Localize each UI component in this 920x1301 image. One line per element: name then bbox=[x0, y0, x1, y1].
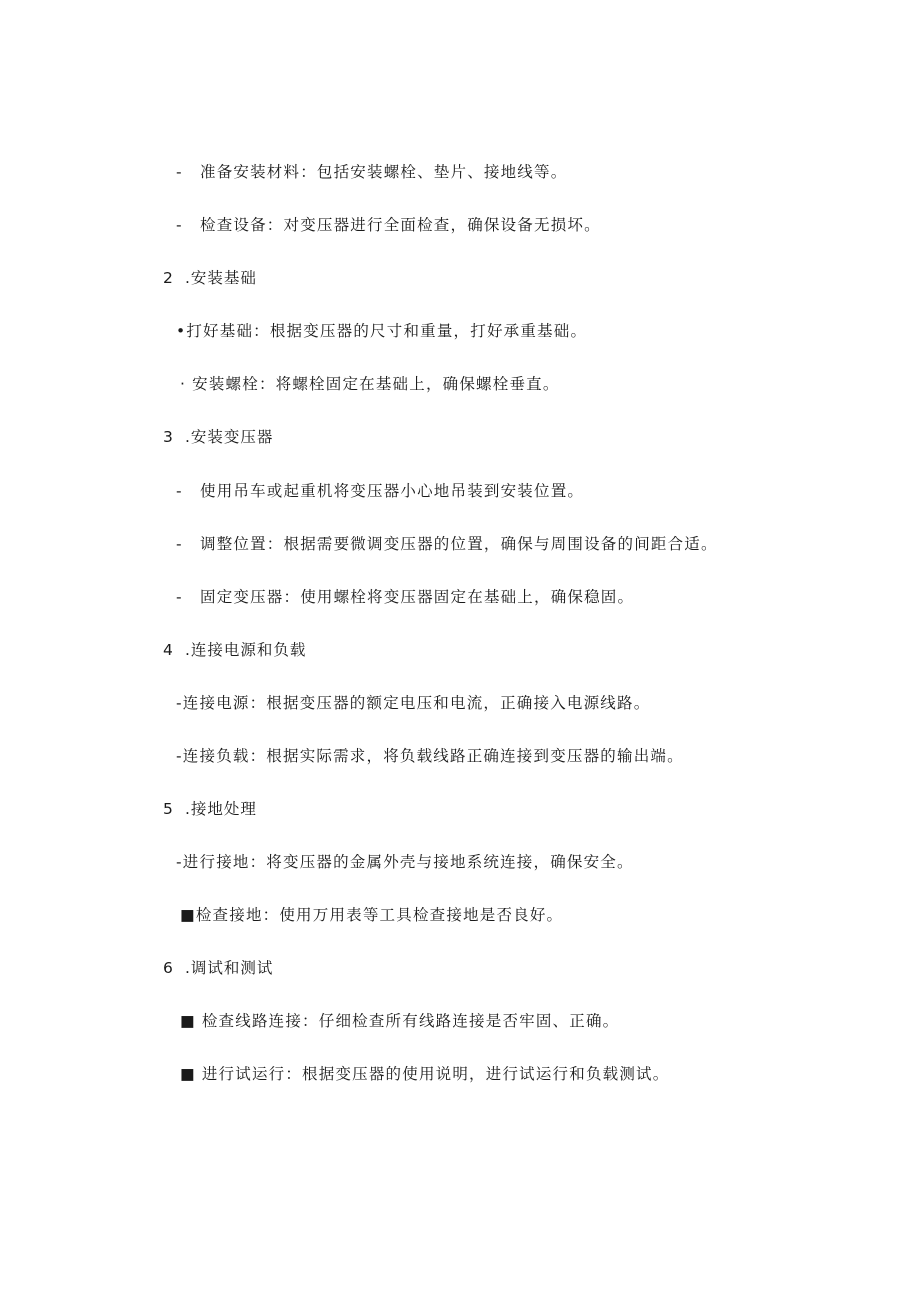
dash-bullet: - bbox=[176, 588, 183, 606]
dash-bullet: - bbox=[176, 853, 183, 871]
list-item-text: 检查设备：对变压器进行全面检查，确保设备无损坏。 bbox=[200, 216, 601, 234]
section-number: 5 bbox=[163, 800, 174, 818]
dash-bullet: - bbox=[176, 163, 183, 181]
list-item-text: 固定变压器：使用螺栓将变压器固定在基础上，确保稳固。 bbox=[200, 588, 635, 606]
list-item bbox=[176, 481, 584, 501]
list-item bbox=[176, 746, 684, 766]
section-title: .调试和测试 bbox=[185, 959, 274, 977]
list-item bbox=[180, 374, 560, 394]
list-item-text: 使用吊车或起重机将变压器小心地吊装到安装位置。 bbox=[200, 482, 585, 500]
section-number: 2 bbox=[163, 269, 174, 287]
dash-bullet: - bbox=[176, 482, 183, 500]
list-item bbox=[180, 1064, 669, 1084]
list-item bbox=[176, 162, 567, 182]
dash-bullet: - bbox=[176, 694, 183, 712]
list-item bbox=[180, 1011, 619, 1031]
list-item-text: 进行接地：将变压器的金属外壳与接地系统连接，确保安全。 bbox=[182, 853, 634, 871]
list-item bbox=[176, 534, 718, 554]
dash-bullet: - bbox=[176, 216, 183, 234]
section-number: 4 bbox=[163, 641, 174, 659]
list-item bbox=[180, 905, 563, 925]
list-item bbox=[176, 587, 634, 607]
list-item-text: 调整位置：根据需要微调变压器的位置，确保与周围设备的间距合适。 bbox=[200, 535, 718, 553]
list-item bbox=[176, 321, 587, 341]
list-item-text: 检查接地：使用万用表等工具检查接地是否良好。 bbox=[195, 906, 564, 924]
section-heading bbox=[163, 268, 257, 288]
section-number: 6 bbox=[163, 959, 174, 977]
list-item-text: 进行试运行：根据变压器的使用说明，进行试运行和负载测试。 bbox=[201, 1065, 670, 1083]
section-heading bbox=[163, 427, 273, 447]
dot-bullet: · bbox=[180, 375, 187, 393]
section-title: .安装变压器 bbox=[185, 428, 274, 446]
dot-bullet: • bbox=[176, 322, 187, 340]
list-item bbox=[176, 215, 601, 235]
dash-bullet: - bbox=[176, 747, 183, 765]
list-item-text: 连接负载：根据实际需求，将负载线路正确连接到变压器的输出端。 bbox=[182, 747, 684, 765]
square-bullet: ■ bbox=[180, 1012, 196, 1030]
section-title: .接地处理 bbox=[185, 800, 257, 818]
dash-bullet: - bbox=[176, 535, 183, 553]
section-heading bbox=[163, 958, 273, 978]
list-item-text: 准备安装材料：包括安装螺栓、垫片、接地线等。 bbox=[200, 163, 568, 181]
section-title: .安装基础 bbox=[185, 269, 257, 287]
list-item-text: 打好基础：根据变压器的尺寸和重量，打好承重基础。 bbox=[186, 322, 588, 340]
list-item-text: 连接电源：根据变压器的额定电压和电流，正确接入电源线路。 bbox=[182, 694, 651, 712]
square-bullet: ■ bbox=[180, 906, 196, 924]
list-item-text: 安装螺栓：将螺栓固定在基础上，确保螺栓垂直。 bbox=[192, 375, 560, 393]
section-heading bbox=[163, 799, 257, 819]
section-number: 3 bbox=[163, 428, 174, 446]
section-title: .连接电源和负载 bbox=[185, 641, 307, 659]
list-item-text: 检查线路连接：仔细检查所有线路连接是否牢固、正确。 bbox=[201, 1012, 620, 1030]
list-item bbox=[176, 852, 634, 872]
section-heading bbox=[163, 640, 306, 660]
list-item bbox=[176, 693, 650, 713]
square-bullet: ■ bbox=[180, 1065, 196, 1083]
